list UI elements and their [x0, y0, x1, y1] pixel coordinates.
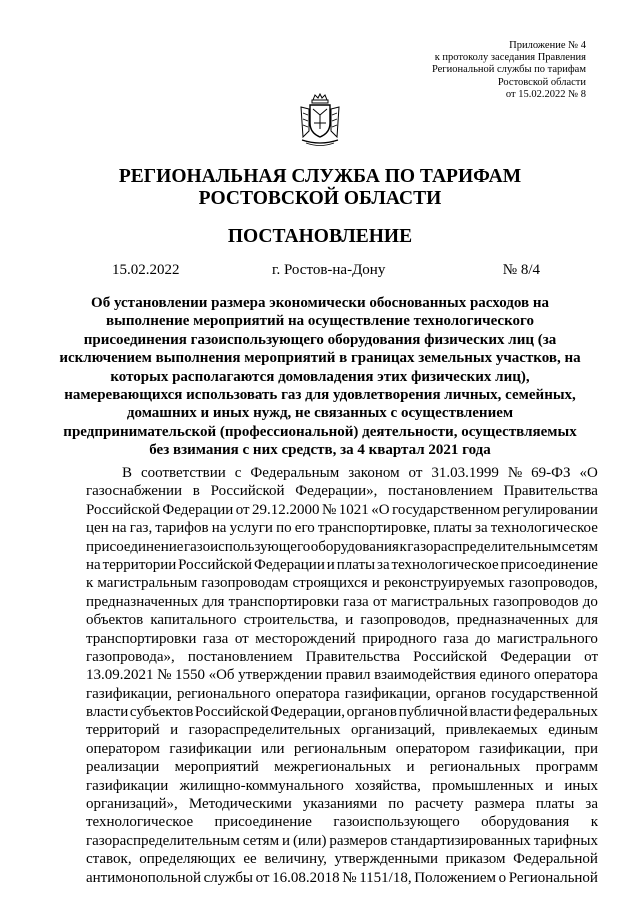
- body-line: газификации жилищно-коммунального хозяйства, промышленных и иных: [86, 777, 598, 794]
- body-line: ставок, определяющих ее величину, утвержденными приказом Федеральной: [86, 851, 598, 868]
- body-line: цен на газ, тарифов на услуги по его транспортировке, платы за технологическое: [86, 520, 598, 537]
- body-line: организаций», Методическими указаниями по расчету размера платы за: [86, 796, 598, 813]
- body-line: газораспределительным сетям и (или) размеров стандартизированных тарифных: [86, 832, 598, 849]
- agency-name-line: РОСТОВСКОЙ ОБЛАСТИ: [198, 188, 442, 209]
- subject-line: предпринимательской (профессиональной) деятельности, осуществляемых: [63, 423, 577, 440]
- body-line: территорий и газораспределительных организаций, привлекаемых единым: [86, 722, 598, 739]
- body-line: В соответствии с Федеральным законом от 31.03.1999 № 69-ФЗ «О: [122, 465, 598, 481]
- coat-of-arms-icon: [297, 93, 343, 147]
- body-line: транспортировки газа от месторождений природного газа до магистрального: [86, 630, 598, 647]
- agency-name: [40, 166, 600, 210]
- document-place: г. Ростов-на-Дону: [272, 262, 386, 278]
- document-number: № 8/4: [502, 262, 540, 278]
- body-line: оператором газификации или региональным оператором газификации, при: [86, 740, 598, 757]
- document-meta: [112, 260, 540, 280]
- document-subject: [44, 294, 596, 460]
- body-line: газопровода», постановлением Правительства Российской Федерации от: [86, 648, 598, 665]
- subject-line: исключением выполнения мероприятий в границах земельных участков, на: [59, 350, 581, 367]
- subject-line: присоединения газоиспользующего оборудования физических лиц (за: [83, 331, 557, 348]
- appendix-line: Приложение № 4: [509, 40, 586, 51]
- body-line: 13.09.2021 № 1550 «Об утверждении правил взаимодействия единого оператора: [86, 667, 598, 684]
- document-type-title: ПОСТАНОВЛЕНИЕ: [227, 226, 413, 247]
- body-line: технологическое присоединение газоиспользующего оборудования к: [86, 814, 598, 831]
- appendix-line: Региональной службы по тарифам: [431, 64, 586, 76]
- subject-line: домашних и иных нужд, не связанных с осуществлением: [126, 405, 514, 422]
- body-line: предназначенных для транспортировки газа от магистральных газопроводов до: [86, 593, 598, 610]
- body-line: газоснабжении в Российской Федерации», постановлением Правительства: [86, 483, 598, 500]
- subject-line: намеревающихся использовать газ для удовлетворения личных, семейных,: [64, 387, 576, 404]
- body-line: присоединение газоиспользующего оборудования к газораспределительным сетям: [86, 538, 598, 555]
- body-line: объектов капитального строительства, и газопроводов, предназначенных для: [86, 612, 598, 629]
- body-line: Российской Федерации от 29.12.2000 № 1021 «О государственном регулировании: [86, 501, 598, 518]
- appendix-line: от 15.02.2022 № 8: [505, 88, 586, 100]
- appendix-note: [346, 40, 586, 101]
- body-line: антимонопольной службы от 16.08.2018 № 1151/18, Положением о Региональной: [86, 869, 598, 886]
- body-line: реализации мероприятий межрегиональных и региональных программ: [86, 759, 598, 776]
- appendix-line: Ростовской области: [497, 76, 586, 88]
- body-line: на территории Российской Федерации и платы за технологическое присоединение: [86, 556, 598, 573]
- body-line: газификации, регионального оператора газификации, органов государственной: [86, 685, 598, 702]
- subject-line: без взимания с них средств, за 4 квартал 2021 года: [149, 442, 491, 459]
- subject-line: которых располагаются домовладения этих физических лиц),: [110, 368, 530, 385]
- body-line: власти субъектов Российской Федерации, органов публичной власти федеральных: [86, 704, 598, 721]
- document-date: 15.02.2022: [112, 262, 180, 278]
- subject-line: выполнение мероприятий на осуществление технологического: [106, 313, 534, 330]
- subject-line: Об установлении размера экономически обоснованных расходов на: [91, 295, 549, 311]
- appendix-line: к протоколу заседания Правления: [434, 52, 586, 64]
- agency-name-line: РЕГИОНАЛЬНАЯ СЛУЖБА ПО ТАРИФАМ: [118, 166, 522, 187]
- body-line: к магистральным газопроводам строящихся и реконструируемых газопроводов,: [86, 575, 598, 592]
- body-text: [86, 464, 598, 887]
